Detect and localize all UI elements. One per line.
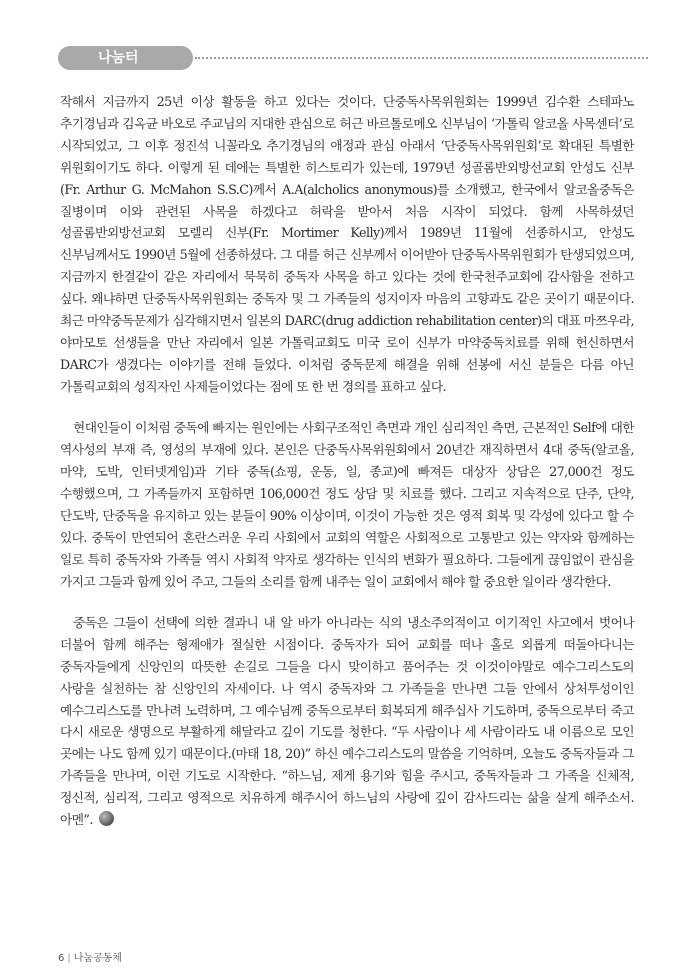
paragraph-2: [60, 417, 634, 592]
paragraph-3-text: 중독은 그들이 선택에 의한 결과니 내 알 바가 아니라는 식의 냉소주의적이고 이기적인 사고에서 벗어나 더불어 함께 해주는 형제애가 절실한 시점이다. 중독자가 되어 교회를 떠나 홀로 외롭게 떠돌아다니는 중독자들에게 신앙인의 따뜻한 손길로 그들을 다시 맞이하고 품어주는 것 이것이야말로 예수그리스도의 사랑을 실천하는 참 신앙인의 자세이다. 나 역시 중독자와 그 가족들을 만나면 그들 안에서 상처투성이인 예수그리스도를 만나려 노력하며, 그 예수님께 중독으로부터 회복되게 해주십사 기도하며, 중독으로부터 죽고 다시 새로운 생명으로 부활하게 해달라고 깊이 기도를 청한다. “두 사람이나 세 사람이라도 내 이름으로 모인 곳에는 나도 함께 있기 때문이다.(마태 18, 20)” 하신 예수그리스도의 말씀을 기억하며, 오늘도 중독자들과 그 가족들을 만나며, 이런 기도로 시작한다. “하느님, 제게 용기와 힘을 주시고, 중독자들과 그 가족을 신체적, 정신적, 심리적, 그리고 영적으로 치유하게 해주시어 하느님의 사랑에 깊이 감사드리는 삶을 살게 해주소서. 아멘”.: [60, 614, 634, 828]
section-tag: 나눔터: [58, 46, 193, 70]
section-header: [58, 46, 648, 70]
article-body: [60, 91, 634, 831]
end-mark-icon: [99, 811, 114, 826]
dotted-divider: [195, 57, 648, 59]
page-number: 6: [58, 953, 65, 964]
paragraph-1: [60, 91, 634, 398]
page-footer: 6 | 나눔공동체: [58, 953, 123, 964]
paragraph-2-text: 현대인들이 이처럼 중독에 빠지는 원인에는 사회구조적인 측면과 개인 심리적인 측면, 근본적인 Self에 대한 역사성의 부재 즉, 영성의 부재에 있다. 본인은 단중독사목위원회에서 20년간 재직하면서 4대 중독(알코올, 마약, 도박, 인터넷게임)과 기타 중독(쇼핑, 운동, 일, 종교)에 빠져든 대상자 상담은 27,000건 정도 수행했으며, 그 가족들까지 포함하면 106,000건 정도 상담 및 치료를 했다. 그리고 지속적으로 단주, 단약, 단도박, 단중독을 유지하고 있는 분들이 90% 이상이며, 이것이 가능한 것은 영적 회복 및 각성에 있다고 할 수 있다. 중독이 만연되어 혼란스러운 우리 사회에서 교회의 역할은 사회적으로 고통받고 있는 약자와 함께하는 일로 특히 중독자와 가족들 역시 사회적 약자로 생각하는 인식의 변화가 필요하다. 그들에게 끊임없이 관심을 가지고 그들과 함께 있어 주고, 그들의 소리를 함께 내주는 일이 교회에서 해야 할 중요한 일이라 생각한다.: [60, 420, 634, 589]
publication-name: 나눔공동체: [73, 953, 123, 964]
paragraph-3: [60, 612, 634, 831]
paragraph-1-text: 작해서 지금까지 25년 이상 활동을 하고 있다는 것이다. 단중독사목위원회는 1999년 김수환 스테파노 추기경님과 김옥균 바오로 주교님의 지대한 관심으로 허근 바르톨로메오 신부님이 ‘가톨릭 알코올 사목센터’로 시작되었고, 그 이후 정진석 니꼴라오 추기경님의 애정과 관심 아래서 ‘단중독사목위원회’로 확대된 특별한 위원회이기도 하다. 이렇게 된 데에는 특별한 히스토리가 있는데, 1979년 성골롬반외방선교회 안성도 신부(Fr. Arthur G. McMahon S.S.C)께서 A.A(alcholics anonymous)를 소개했고, 한국에서 알코올중독은 질병이며 이와 관련된 사목을 하겠다고 허락을 받아서 처음 시작이 되었다. 함께 사목하셨던 성골롬반외방선교회 모렐리 신부(Fr. Mortimer Kelly)께서 1989년 11월에 선종하시고, 안성도 신부님께서도 1990년 5월에 선종하셨다. 그 대를 허근 신부께서 이어받아 단중독사목위원회가 탄생되었으며, 지금까지 한결같이 같은 자리에서 묵묵히 중독자 사목을 하고 있다는 것에 한국천주교회에 감사함을 전하고 싶다. 왜냐하면 단중독사목위원회는 중독자 및 그 가족들의 성지이자 마음의 고향과도 같은 곳이기 때문이다. 최근 마약중독문제가 심각해지면서 일본의 DARC(drug addiction rehabilitation center)의 대표 마쯔우라, 야마모토 선생들을 만난 자리에서 일본 가톨릭교회도 미국 로이 신부가 마약중독치료를 위해 헌신하면서 DARC가 생겼다는 이야기를 전해 들었다. 이처럼 중독문제 해결을 위해 선봉에 서신 분들은 다름 아닌 가톨릭교회의 성직자인 사제들이었다는 점에 또 한 번 경의를 표하고 싶다.: [60, 94, 634, 394]
